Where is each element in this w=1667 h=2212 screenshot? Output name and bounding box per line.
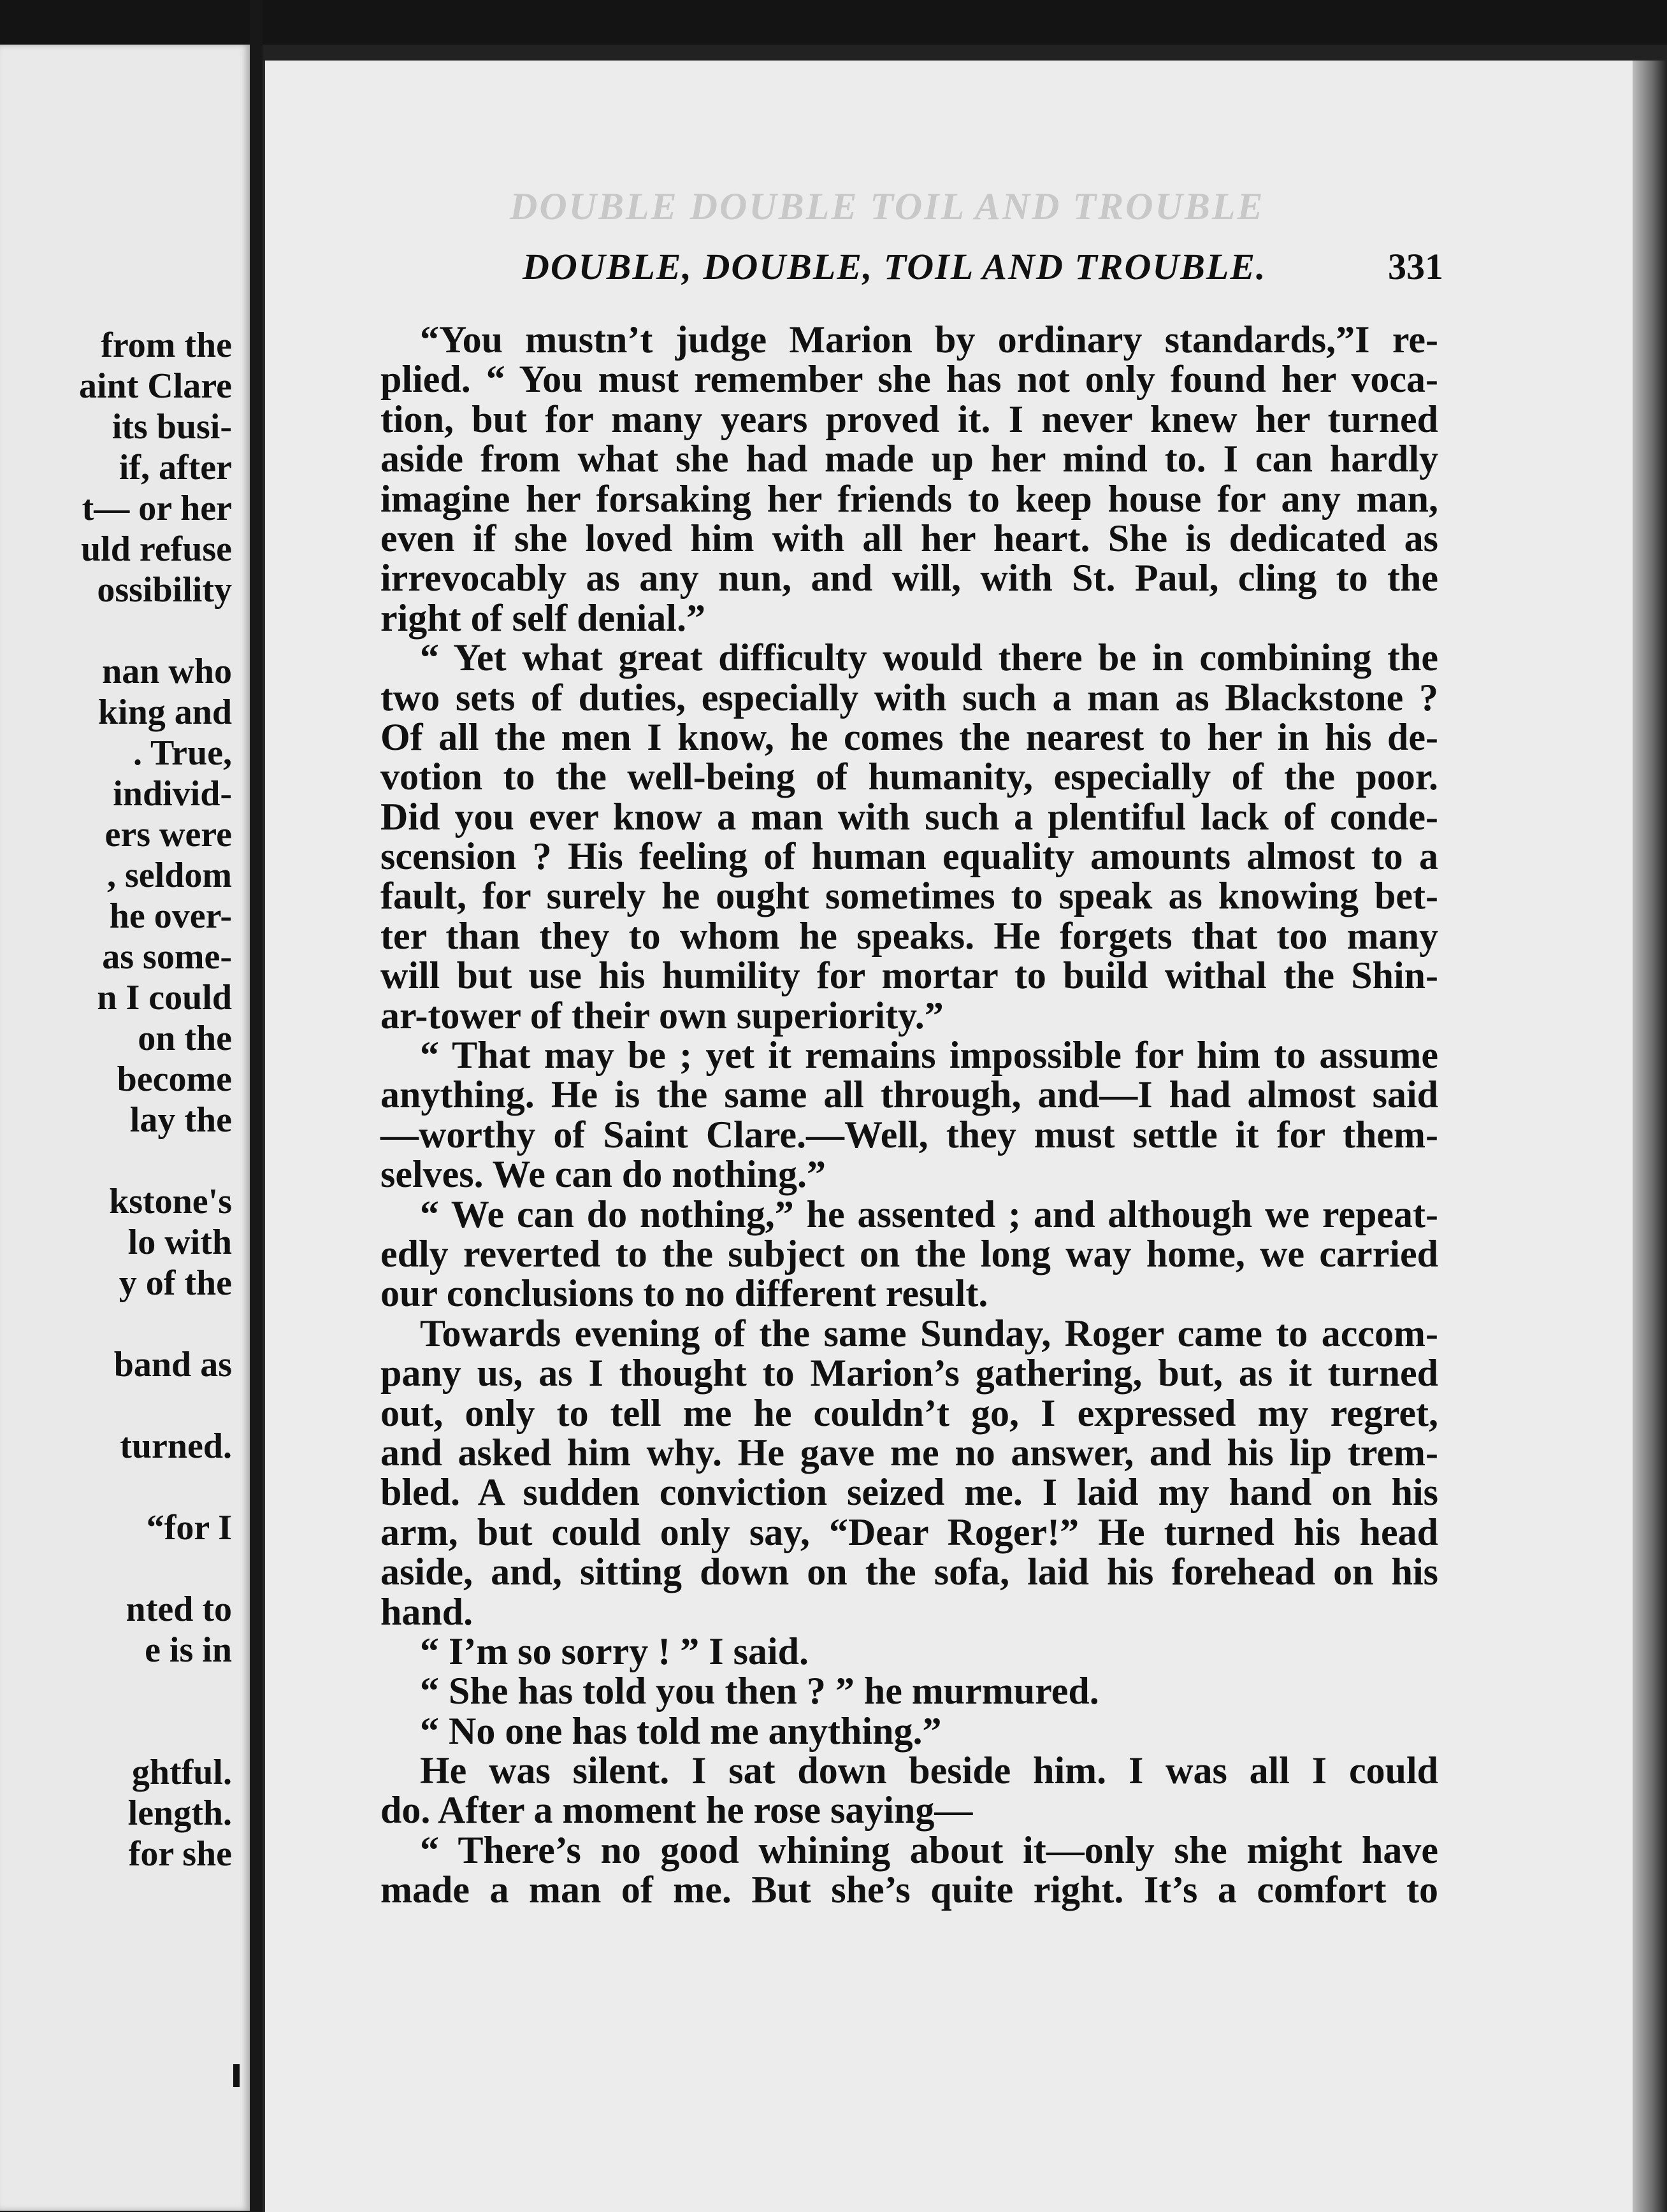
text-line: do. After a moment he rose saying— bbox=[380, 1789, 973, 1832]
facing-page-line bbox=[0, 610, 232, 651]
facing-page-line: . True, bbox=[133, 733, 232, 773]
facing-page-fragment bbox=[0, 45, 250, 2211]
text-line: and asked him why. He gave me no answer, and his lip trem- bbox=[380, 1431, 1438, 1474]
text-line: “ No one has told me anything.” bbox=[420, 1709, 942, 1752]
facing-page-line: e is in bbox=[145, 1630, 232, 1670]
text-line: “ There’s no good whining about it—only she might have bbox=[420, 1828, 1438, 1871]
facing-page-line bbox=[0, 1304, 232, 1344]
bleed-through-header: DOUBLE DOUBLE TOIL AND TROUBLE bbox=[510, 185, 1265, 227]
page-top-edge bbox=[263, 45, 1667, 61]
text-line: scension ? His feeling of human equality amounts almost to a bbox=[380, 835, 1438, 878]
book-gutter bbox=[250, 0, 263, 2212]
facing-page-line: t— or her bbox=[82, 489, 232, 528]
facing-page-line bbox=[0, 1670, 232, 1711]
text-line: aside, and, sitting down on the sofa, laid his forehead on his bbox=[380, 1551, 1438, 1593]
text-line: Of all the men I know, he comes the nearest to her in his de- bbox=[380, 715, 1438, 758]
text-line: ar-tower of their own superiority.” bbox=[380, 994, 944, 1037]
facing-page-line: from the bbox=[101, 326, 232, 365]
facing-page-line: “for I bbox=[146, 1508, 232, 1548]
margin-mark bbox=[233, 2064, 240, 2087]
facing-page-line: n I could bbox=[97, 978, 232, 1017]
facing-page-line bbox=[0, 1385, 232, 1426]
facing-page-line: become bbox=[117, 1059, 232, 1099]
facing-page-line: king and bbox=[97, 693, 232, 732]
text-line: edly reverted to the subject on the long way home, we carried bbox=[380, 1232, 1438, 1275]
text-line: out, only to tell me he couldn’t go, I expressed my regret, bbox=[380, 1391, 1438, 1434]
facing-page-line: uld refuse bbox=[81, 529, 232, 569]
text-line: bled. A sudden conviction seized me. I laid my hand on his bbox=[380, 1471, 1438, 1514]
facing-page-line bbox=[0, 1467, 232, 1507]
facing-page-line: lo with bbox=[127, 1223, 232, 1262]
facing-page-line: y of the bbox=[119, 1263, 232, 1303]
facing-page-line: turned. bbox=[120, 1426, 232, 1466]
text-line: fault, for surely he ought sometimes to speak as knowing bet- bbox=[380, 875, 1438, 917]
facing-page-line: individ- bbox=[113, 774, 232, 814]
page-right-edge bbox=[1633, 61, 1667, 2212]
text-line: “You mustn’t judge Marion by ordinary standards,”I re- bbox=[420, 319, 1438, 361]
facing-page-text bbox=[0, 325, 232, 1874]
text-line: hand. bbox=[380, 1590, 473, 1633]
text-line: made a man of me. But she’s quite right. It’s a comfort to bbox=[380, 1869, 1438, 1911]
text-line: “ Yet what great difficulty would there be in combining the bbox=[420, 636, 1438, 679]
facing-page-line: on the bbox=[138, 1019, 232, 1058]
facing-page-line: its busi- bbox=[112, 407, 232, 447]
text-line: “ I’m so sorry ! ” I said. bbox=[420, 1630, 809, 1672]
text-line: votion to the well-being of humanity, especially of the poor. bbox=[380, 756, 1438, 798]
facing-page-line: ossibility bbox=[97, 570, 232, 610]
facing-page-line: ers were bbox=[105, 815, 232, 854]
text-line: Did you ever know a man with such a plentiful lack of conde- bbox=[380, 795, 1438, 838]
text-line: —worthy of Saint Clare.—Well, they must settle it for them- bbox=[380, 1113, 1438, 1156]
facing-page-line: aint Clare bbox=[78, 366, 232, 406]
text-line: two sets of duties, especially with such a man as Blackstone ? bbox=[380, 676, 1438, 719]
facing-page-line: if, after bbox=[119, 448, 232, 487]
text-line: plied. “ You must remember she has not only found her voca- bbox=[380, 358, 1438, 401]
text-line: He was silent. I sat down beside him. I was all I could bbox=[420, 1749, 1438, 1792]
text-line: irrevocably as any nun, and will, with St. Paul, cling to the bbox=[380, 557, 1438, 600]
text-line: ter than they to whom he speaks. He forgets that too many bbox=[380, 914, 1438, 957]
facing-page-line: length. bbox=[127, 1793, 232, 1833]
facing-page-line: nan who bbox=[102, 652, 232, 691]
text-line: our conclusions to no different result. bbox=[380, 1272, 988, 1315]
text-line: right of self denial.” bbox=[380, 596, 705, 639]
text-line: “ That may be ; yet it remains impossible for him to assume bbox=[420, 1034, 1438, 1077]
text-line: “ We can do nothing,” he assented ; and although we repeat- bbox=[420, 1193, 1438, 1235]
facing-page-line: lay the bbox=[129, 1100, 232, 1140]
facing-page-line bbox=[0, 1140, 232, 1181]
facing-page-line bbox=[0, 1711, 232, 1752]
page-number: 331 bbox=[1388, 246, 1443, 287]
text-line: anything. He is the same all through, and—I had almost said bbox=[380, 1074, 1438, 1116]
facing-page-line: ghtful. bbox=[131, 1753, 232, 1792]
text-line: will but use his humility for mortar to build withal the Shin- bbox=[380, 954, 1438, 997]
facing-page-line: kstone's bbox=[109, 1182, 232, 1221]
facing-page-line: as some- bbox=[102, 937, 232, 977]
text-line: even if she loved him with all her heart. She is dedicated as bbox=[380, 517, 1438, 559]
text-line: selves. We can do nothing.” bbox=[380, 1153, 826, 1196]
text-line: aside from what she had made up her mind to. I can hardly bbox=[380, 438, 1438, 480]
body-text bbox=[380, 320, 1438, 1910]
facing-page-line: , seldom bbox=[107, 856, 232, 895]
facing-page-line: band as bbox=[113, 1345, 232, 1384]
facing-page-line: he over- bbox=[109, 896, 232, 936]
text-line: tion, but for many years proved it. I never knew her turned bbox=[380, 398, 1438, 440]
facing-page-line: for she bbox=[128, 1834, 232, 1874]
running-header: DOUBLE, DOUBLE, TOIL AND TROUBLE. bbox=[523, 246, 1267, 287]
text-line: pany us, as I thought to Marion’s gathering, but, as it turned bbox=[380, 1352, 1438, 1395]
text-line: “ She has told you then ? ” he murmured. bbox=[420, 1670, 1099, 1713]
facing-page-line: nted to bbox=[126, 1590, 232, 1629]
text-line: Towards evening of the same Sunday, Roger came to accom- bbox=[420, 1312, 1438, 1354]
text-line: arm, but could only say, “Dear Roger!” He turned his head bbox=[380, 1511, 1438, 1553]
facing-page-line bbox=[0, 1548, 232, 1589]
text-line: imagine her forsaking her friends to keep house for any man, bbox=[380, 477, 1438, 520]
